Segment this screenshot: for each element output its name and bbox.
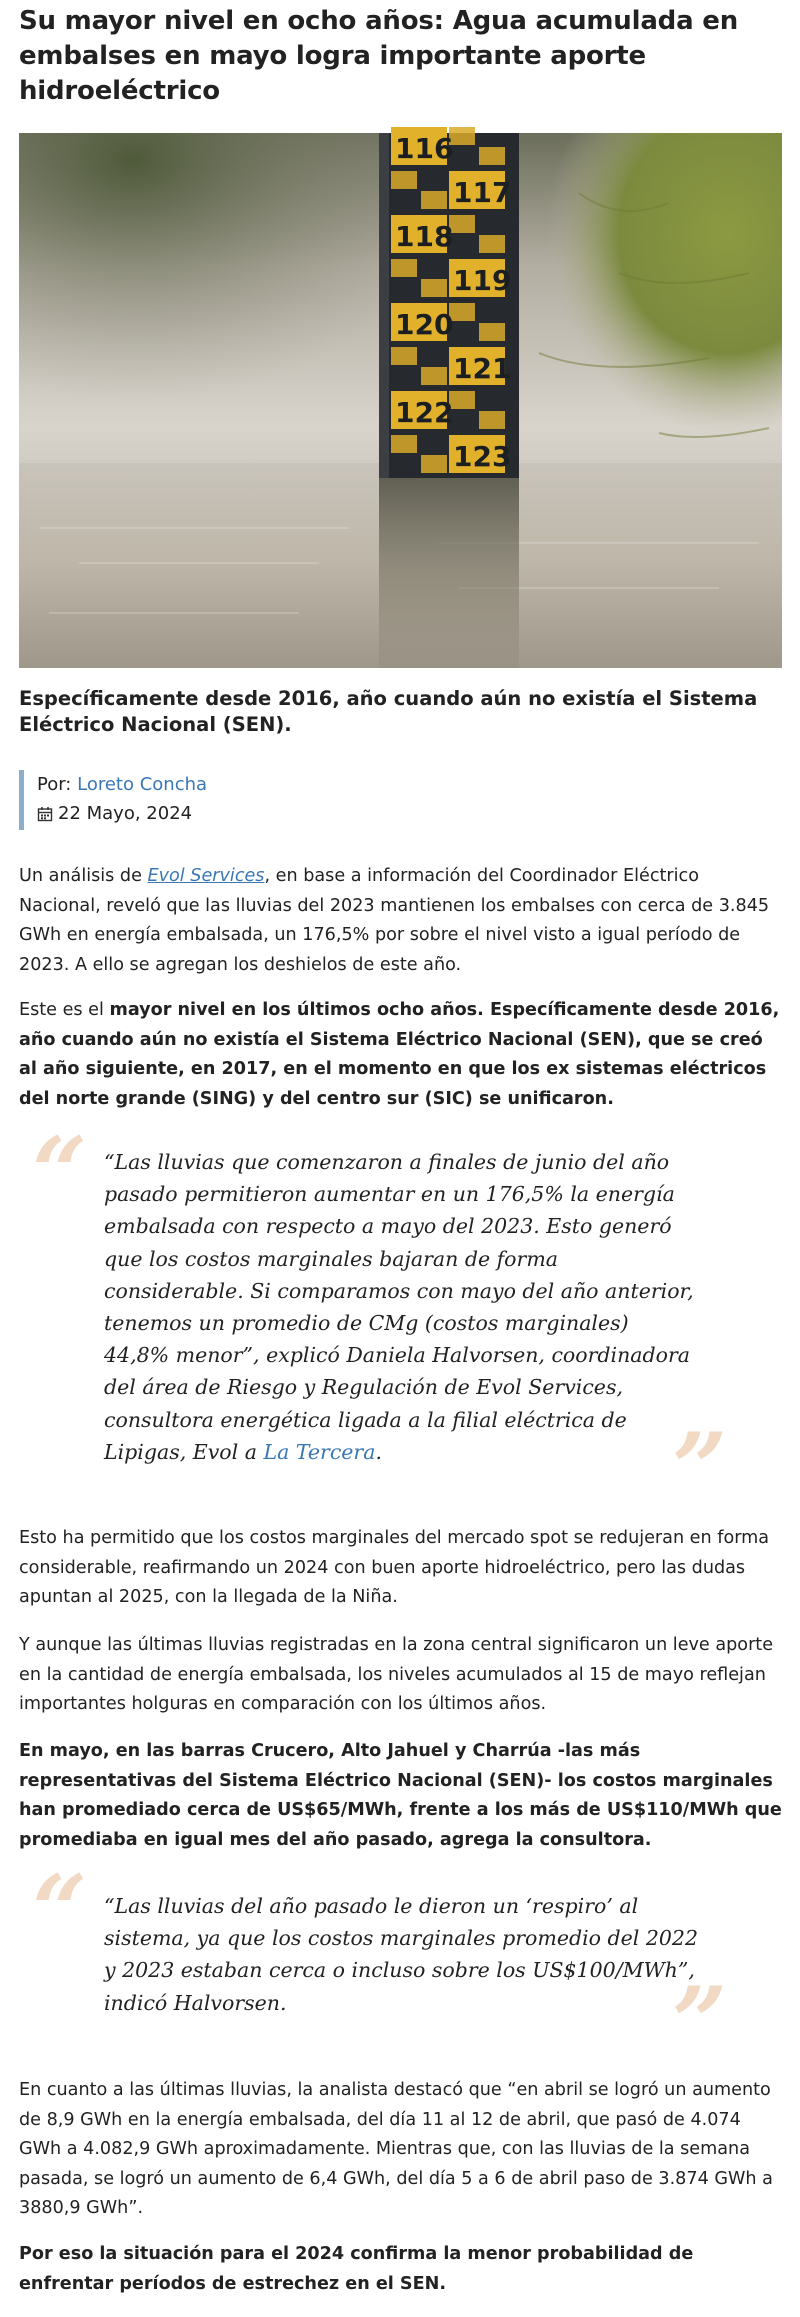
gauge-checker-square <box>421 191 447 209</box>
gauge-checker-square <box>479 323 505 341</box>
close-quote-icon <box>672 1412 734 1525</box>
svg-text:”: ” <box>672 1966 728 2079</box>
paragraph-2 <box>19 996 784 1114</box>
paragraph-3: Esto ha permitido que los costos marginales del mercado spot se redujeran en forma considerable, reafirmando un 2024 con buen aporte hidroeléctrico, pero las dudas apuntan al 2025, con la llegada de la Niña. <box>19 1528 770 1607</box>
svg-text:“: “ <box>32 1116 88 1229</box>
byline <box>19 770 207 830</box>
gauge-checker-square <box>391 435 417 453</box>
svg-text:”: ” <box>672 1412 728 1525</box>
gauge-checker-square <box>479 235 505 253</box>
paragraph-5: En mayo, en las barras Crucero, Alto Jahuel y Charrúa -las más representativas del Sistema Eléctrico Nacional (SEN)- los costos marginales han promediado cerca de US$65/MWh, frente a los más de US$110/MWh que promediaba en igual mes del año pasado, agrega la consultora. <box>19 1741 782 1850</box>
gauge-number: 121 <box>453 352 512 385</box>
gauge-checker-square <box>421 279 447 297</box>
paragraph-1-text-b: , en base a información del Coordinador Eléctrico Nacional, reveló que las lluvias del 2023 mantienen los embalses con cerca de 3.845 GWh en energía embalsada, un 176,5% por sobre el nivel visto a igual período de 2023. A ello se agregan los deshielos de este año. <box>19 866 770 975</box>
open-quote-icon <box>32 1116 94 1229</box>
article-subtitle: Específicamente desde 2016, año cuando aún no existía el Sistema Eléctrico Nacional (SEN). <box>19 687 758 736</box>
gauge-checker-square <box>391 171 417 189</box>
author-prefix: Por: <box>37 774 78 795</box>
paragraph-7: Por eso la situación para el 2024 confirma la menor probabilidad de enfrentar períodos de estrechez en el SEN. <box>19 2244 694 2294</box>
author-row <box>37 770 207 799</box>
author-link[interactable]: Loreto Concha <box>77 774 208 795</box>
gauge-checker-square <box>421 455 447 473</box>
paragraph-2-text-a: Este es el <box>19 1000 110 1020</box>
gauge-checker-square <box>421 367 447 385</box>
hero-image-water-level-gauge <box>19 133 782 668</box>
paragraph-6: En cuanto a las últimas lluvias, la analista destacó que “en abril se logró un aumento de 8,9 GWh en la energía embalsada, del día 11 al 12 de abril, que pasó de 4.074 GWh a 4.082,9 GWh aproximadamente. Mientras que, con las lluvias de la semana pasada, se logró un aumento de 6,4 GWh, del día 5 a 6 de abril paso de 3.874 GWh a 3880,9 GWh”. <box>19 2080 773 2218</box>
gauge-number: 117 <box>453 176 512 209</box>
date-row <box>37 799 207 828</box>
publish-date: 22 Mayo, 2024 <box>58 803 193 824</box>
paragraph-4: Y aunque las últimas lluvias registradas en la zona central significaron un leve aporte en la cantidad de energía embalsada, los niveles acumulados al 15 de mayo reflejan importantes holguras en comparación con los últimos años. <box>19 1635 774 1714</box>
paragraph-1-text-a: Un análisis de <box>19 866 148 886</box>
paragraph-2-bold-text: mayor nivel en los últimos ocho años. Específicamente desde 2016, año cuando aún no existía el Sistema Eléctrico Nacional (SEN), que se creó al año siguiente, en 2017, en el momento en que los ex sistemas eléctricos del norte grande (SING) y del centro sur (SIC) se unificaron. <box>19 1000 780 1109</box>
gauge-number: 118 <box>395 220 454 253</box>
open-quote-icon <box>32 1854 94 1967</box>
evol-services-link[interactable]: Evol Services <box>147 866 265 886</box>
gauge-checker-square <box>479 147 505 165</box>
gauge-number: 123 <box>453 440 512 473</box>
gauge-checker-square <box>391 259 417 277</box>
quote-1-end: . <box>375 1439 382 1464</box>
quote-1-text: “Las lluvias que comenzaron a finales de junio del año pasado permitieron aumentar en un 176,5% la energía embalsada con respecto a mayo del 2023. Esto generó que los costos marginales bajaran de forma considerable. Si comparamos con mayo del año anterior, tenemos un promedio de CMg (costos marginales) 44,8% menor”, explicó Daniela Halvorsen, coordinadora del área de Riesgo y Regulación de Evol Services, consultora energética ligada a la filial eléctrica de Lipigas, Evol a <box>104 1150 694 1464</box>
gauge-number: 119 <box>453 264 512 297</box>
paragraph-1 <box>19 862 784 980</box>
gauge-number: 116 <box>395 132 454 165</box>
gauge-number: 122 <box>395 396 454 429</box>
gauge-checker-square <box>391 347 417 365</box>
article-title: Su mayor nivel en ocho años: Agua acumulada en embalses en mayo logra importante aporte hidroeléctrico <box>19 6 739 106</box>
calendar-icon <box>37 806 53 822</box>
quote-1 <box>104 1146 694 1468</box>
quote-2: “Las lluvias del año pasado le dieron un ‘respiro’ al sistema, ya que los costos marginales promedio del 2022 y 2023 estaban cerca o incluso sobre los US$100/MWh”, indicó Halvorsen. <box>104 1894 699 2015</box>
gauge-checker-square <box>479 411 505 429</box>
gauge-number: 120 <box>395 308 454 341</box>
la-tercera-link[interactable]: La Tercera <box>263 1439 376 1464</box>
svg-text:“: “ <box>32 1854 88 1967</box>
close-quote-icon <box>672 1966 734 2079</box>
